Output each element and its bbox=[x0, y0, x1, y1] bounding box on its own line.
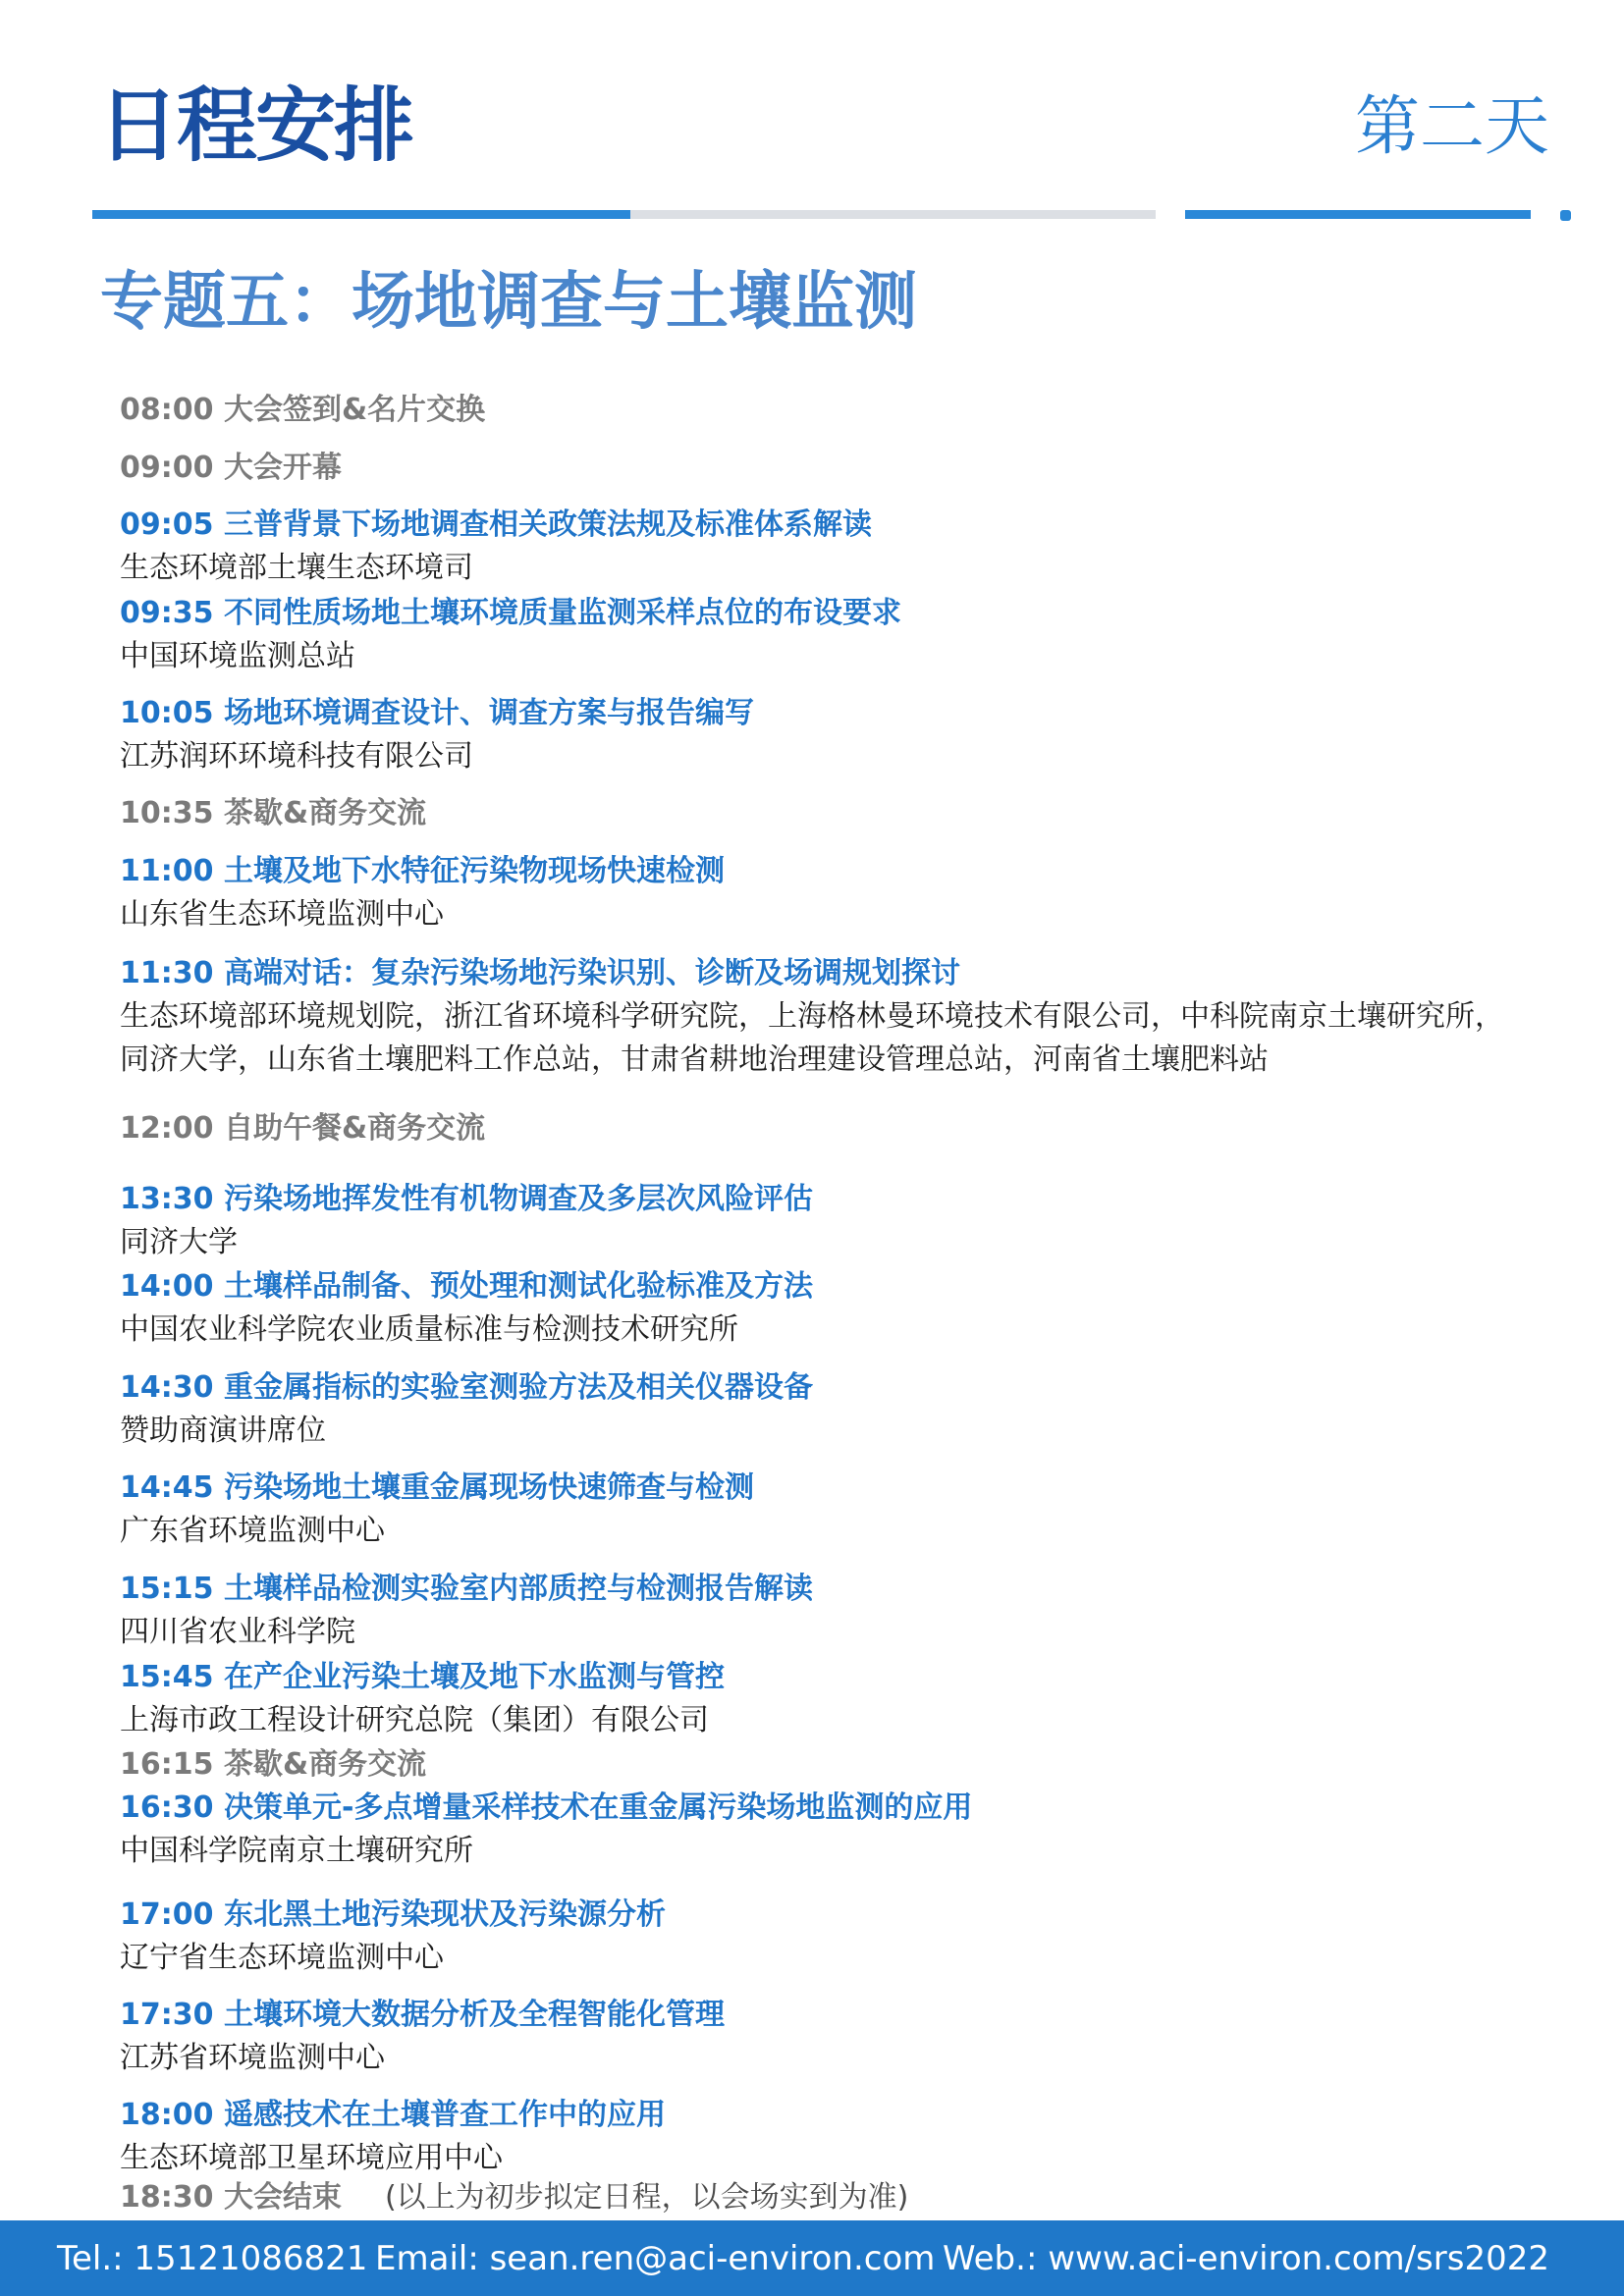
schedule-entry bbox=[120, 1366, 1534, 1453]
schedule-line bbox=[120, 1994, 1534, 2037]
schedule-entry bbox=[120, 792, 1534, 835]
speaker-org: 生态环境部环境规划院，浙江省环境科学研究院，上海格林曼环境技术有限公司，中科院南京土壤研究所， bbox=[120, 999, 1504, 1034]
schedule-entry bbox=[120, 952, 1534, 1082]
schedule-entry bbox=[120, 1787, 1534, 1873]
schedule-line bbox=[120, 1366, 1534, 1410]
schedule-time: 14:00 bbox=[120, 1269, 214, 1304]
schedule-entry bbox=[120, 1107, 1534, 1150]
schedule-entry bbox=[120, 1743, 1534, 1787]
speaker-org: 江苏省环境监测中心 bbox=[120, 2041, 385, 2075]
break-title: 自助午餐&商务交流 bbox=[223, 1111, 486, 1146]
schedule-time: 09:05 bbox=[120, 507, 214, 542]
speaker-org: 江苏润环环境科技有限公司 bbox=[120, 739, 473, 774]
break-title: 大会签到&名片交换 bbox=[223, 393, 486, 427]
speaker-org: 上海市政工程设计研究总院（集团）有限公司 bbox=[120, 1703, 709, 1737]
speaker-org: 生态环境部土壤生态环境司 bbox=[120, 551, 473, 585]
schedule-entry bbox=[120, 1467, 1534, 1553]
schedule-line bbox=[120, 1107, 1534, 1150]
footer-bar bbox=[0, 2220, 1624, 2296]
schedule-entry bbox=[120, 692, 1534, 778]
schedule-time: 15:45 bbox=[120, 1660, 214, 1694]
schedule-line bbox=[120, 2094, 1534, 2137]
speaker-org: 赞助商演讲席位 bbox=[120, 1414, 326, 1448]
session-title: 污染场地挥发性有机物调查及多层次风险评估 bbox=[223, 1182, 813, 1216]
session-title: 遥感技术在土壤普查工作中的应用 bbox=[223, 2098, 666, 2132]
session-title: 重金属指标的实验室测验方法及相关仪器设备 bbox=[223, 1370, 813, 1405]
session-title: 场地环境调查设计、调查方案与报告编写 bbox=[223, 696, 754, 730]
schedule-time: 10:05 bbox=[120, 696, 214, 730]
header-divider-right bbox=[1185, 210, 1531, 219]
schedule-line bbox=[120, 1467, 1534, 1510]
schedule-entry bbox=[120, 2176, 1534, 2219]
section-title: 专题五：场地调查与土壤监测 bbox=[100, 266, 917, 339]
schedule-line bbox=[120, 1656, 1534, 1699]
session-title: 东北黑土地污染现状及污染源分析 bbox=[223, 1897, 666, 1932]
schedule-entry bbox=[120, 389, 1534, 432]
schedule-entry bbox=[120, 1656, 1534, 1742]
schedule-entry bbox=[120, 1994, 1534, 2080]
header-divider-accent bbox=[92, 210, 630, 219]
schedule-line bbox=[120, 850, 1534, 893]
session-title: 土壤样品制备、预处理和测试化验标准及方法 bbox=[223, 1269, 813, 1304]
speaker-org: 中国科学院南京土壤研究所 bbox=[120, 1834, 473, 1868]
schedule-line bbox=[120, 1265, 1534, 1308]
header-divider-dot bbox=[1560, 210, 1571, 221]
page-title: 日程安排 bbox=[98, 80, 413, 173]
schedule-line bbox=[120, 692, 1534, 735]
schedule-line bbox=[120, 952, 1534, 995]
schedule-entry bbox=[120, 1265, 1534, 1352]
session-title: 污染场地土壤重金属现场快速筛查与检测 bbox=[223, 1470, 754, 1505]
schedule-line bbox=[120, 1568, 1534, 1611]
schedule-line bbox=[120, 1178, 1534, 1221]
session-title: 土壤环境大数据分析及全程智能化管理 bbox=[223, 1998, 725, 2032]
schedule-time: 17:30 bbox=[120, 1998, 214, 2032]
schedule-line bbox=[120, 1894, 1534, 1937]
schedule-time: 09:35 bbox=[120, 596, 214, 630]
schedule-time: 15:15 bbox=[120, 1572, 214, 1606]
schedule-time: 13:30 bbox=[120, 1182, 214, 1216]
schedule-entry bbox=[120, 1894, 1534, 1980]
break-title: 大会开幕 bbox=[223, 451, 342, 485]
schedule-time: 09:00 bbox=[120, 451, 214, 485]
speaker-org: 生态环境部卫星环境应用中心 bbox=[120, 2141, 503, 2175]
schedule-line bbox=[120, 592, 1534, 635]
schedule-entry bbox=[120, 504, 1534, 590]
schedule-entry bbox=[120, 1178, 1534, 1264]
schedule-time: 18:30 bbox=[120, 2180, 214, 2215]
session-title: 土壤及地下水特征污染物现场快速检测 bbox=[223, 854, 725, 888]
speaker-org: 辽宁省生态环境监测中心 bbox=[120, 1941, 444, 1975]
schedule-entry bbox=[120, 447, 1534, 490]
header-divider-grey bbox=[630, 210, 1156, 219]
schedule-time: 16:15 bbox=[120, 1747, 214, 1782]
day-label: 第二天 bbox=[1355, 88, 1549, 164]
break-title: 茶歇&商务交流 bbox=[223, 796, 427, 830]
schedule-entry bbox=[120, 592, 1534, 678]
schedule-line bbox=[120, 447, 1534, 490]
schedule-line bbox=[120, 792, 1534, 835]
schedule-time: 11:00 bbox=[120, 854, 214, 888]
speaker-org: 中国农业科学院农业质量标准与检测技术研究所 bbox=[120, 1312, 738, 1347]
session-title: 三普背景下场地调查相关政策法规及标准体系解读 bbox=[223, 507, 872, 542]
schedule-entry bbox=[120, 850, 1534, 936]
schedule-note: (以上为初步拟定日程，以会场实到为准) bbox=[384, 2180, 909, 2215]
schedule-time: 16:30 bbox=[120, 1790, 214, 1825]
schedule-line bbox=[120, 1743, 1534, 1787]
speaker-org: 四川省农业科学院 bbox=[120, 1615, 355, 1649]
speaker-org: 同济大学 bbox=[120, 1225, 238, 1259]
schedule-time: 12:00 bbox=[120, 1111, 214, 1146]
speaker-org: 山东省生态环境监测中心 bbox=[120, 897, 444, 932]
schedule-time: 14:45 bbox=[120, 1470, 214, 1505]
speaker-org: 中国环境监测总站 bbox=[120, 639, 355, 673]
footer-tel: Tel.: 15121086821 bbox=[57, 2238, 368, 2278]
schedule-time: 14:30 bbox=[120, 1370, 214, 1405]
schedule-time: 18:00 bbox=[120, 2098, 214, 2132]
session-title: 高端对话：复杂污染场地污染识别、诊断及场调规划探讨 bbox=[223, 956, 960, 990]
footer-email: Email: sean.ren@aci-environ.com bbox=[375, 2238, 936, 2278]
speaker-org: 同济大学，山东省土壤肥料工作总站，甘肃省耕地治理建设管理总站，河南省土壤肥料站 bbox=[120, 1042, 1269, 1077]
schedule-line bbox=[120, 2176, 1534, 2219]
footer-web: Web.: www.aci-environ.com/srs2022 bbox=[943, 2238, 1549, 2278]
session-title: 在产企业污染土壤及地下水监测与管控 bbox=[223, 1660, 725, 1694]
schedule-line bbox=[120, 389, 1534, 432]
session-title: 不同性质场地土壤环境质量监测采样点位的布设要求 bbox=[223, 596, 901, 630]
session-title: 决策单元-多点增量采样技术在重金属污染场地监测的应用 bbox=[223, 1790, 973, 1825]
break-title: 茶歇&商务交流 bbox=[223, 1747, 427, 1782]
schedule-line bbox=[120, 504, 1534, 547]
schedule-line bbox=[120, 1787, 1534, 1830]
schedule-time: 10:35 bbox=[120, 796, 214, 830]
schedule-time: 08:00 bbox=[120, 393, 214, 427]
break-title: 大会结束 bbox=[223, 2180, 342, 2215]
schedule-entry bbox=[120, 2094, 1534, 2180]
speaker-org: 广东省环境监测中心 bbox=[120, 1514, 385, 1548]
schedule-time: 17:00 bbox=[120, 1897, 214, 1932]
schedule-entry bbox=[120, 1568, 1534, 1654]
session-title: 土壤样品检测实验室内部质控与检测报告解读 bbox=[223, 1572, 813, 1606]
schedule-time: 11:30 bbox=[120, 956, 214, 990]
